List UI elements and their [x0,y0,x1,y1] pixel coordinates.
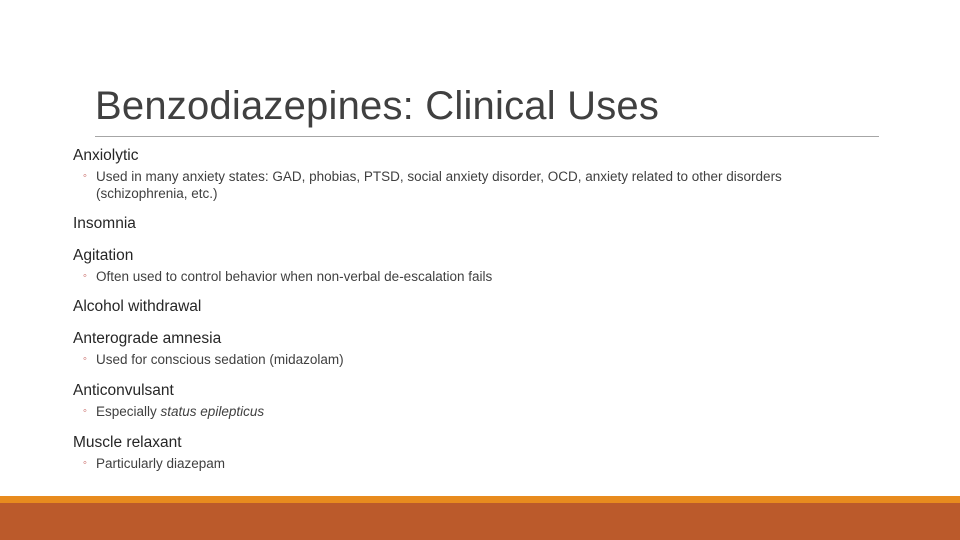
subpoint-text: Especially [96,404,161,419]
subpoint-text: Used in many anxiety states: GAD, phobias, PTSD, social anxiety disorder, OCD, anxiety related to other disorders (schizophrenia, etc.) [96,169,782,201]
subpoint-italic-text: status epilepticus [160,404,265,419]
bullet-icon: ◦ [83,457,87,469]
slide-content [73,146,873,472]
item-heading: Muscle relaxant [73,434,182,451]
item-heading: Anxiolytic [73,147,139,164]
bullet-icon: ◦ [83,170,87,182]
item-heading: Insomnia [73,215,136,232]
bullet-icon: ◦ [83,405,87,417]
item-subpoint [73,351,873,368]
item-heading: Anterograde amnesia [73,330,222,347]
item-anterograde-amnesia [73,329,873,368]
bullet-icon: ◦ [83,270,87,282]
footer-bar [0,503,960,540]
subpoint-text: Used for conscious sedation (midazolam) [96,352,344,367]
footer-accent-line [0,496,960,503]
item-heading: Alcohol withdrawal [73,298,202,315]
subpoint-text: Often used to control behavior when non-verbal de-escalation fails [96,269,493,284]
title-divider [95,136,879,137]
item-anticonvulsant [73,381,873,420]
item-subpoint [73,403,873,420]
subpoint-text: Particularly diazepam [96,456,226,471]
item-subpoint [73,455,873,472]
item-anxiolytic [73,146,873,202]
item-alcohol-withdrawal [73,297,873,317]
item-insomnia [73,214,873,234]
item-subpoint [73,268,873,285]
item-heading: Agitation [73,247,134,264]
item-muscle-relaxant [73,433,873,472]
item-heading: Anticonvulsant [73,382,174,399]
item-subpoint [73,168,856,202]
item-agitation [73,246,873,285]
slide-title: Benzodiazepines: Clinical Uses [95,84,660,128]
bullet-icon: ◦ [83,353,87,365]
